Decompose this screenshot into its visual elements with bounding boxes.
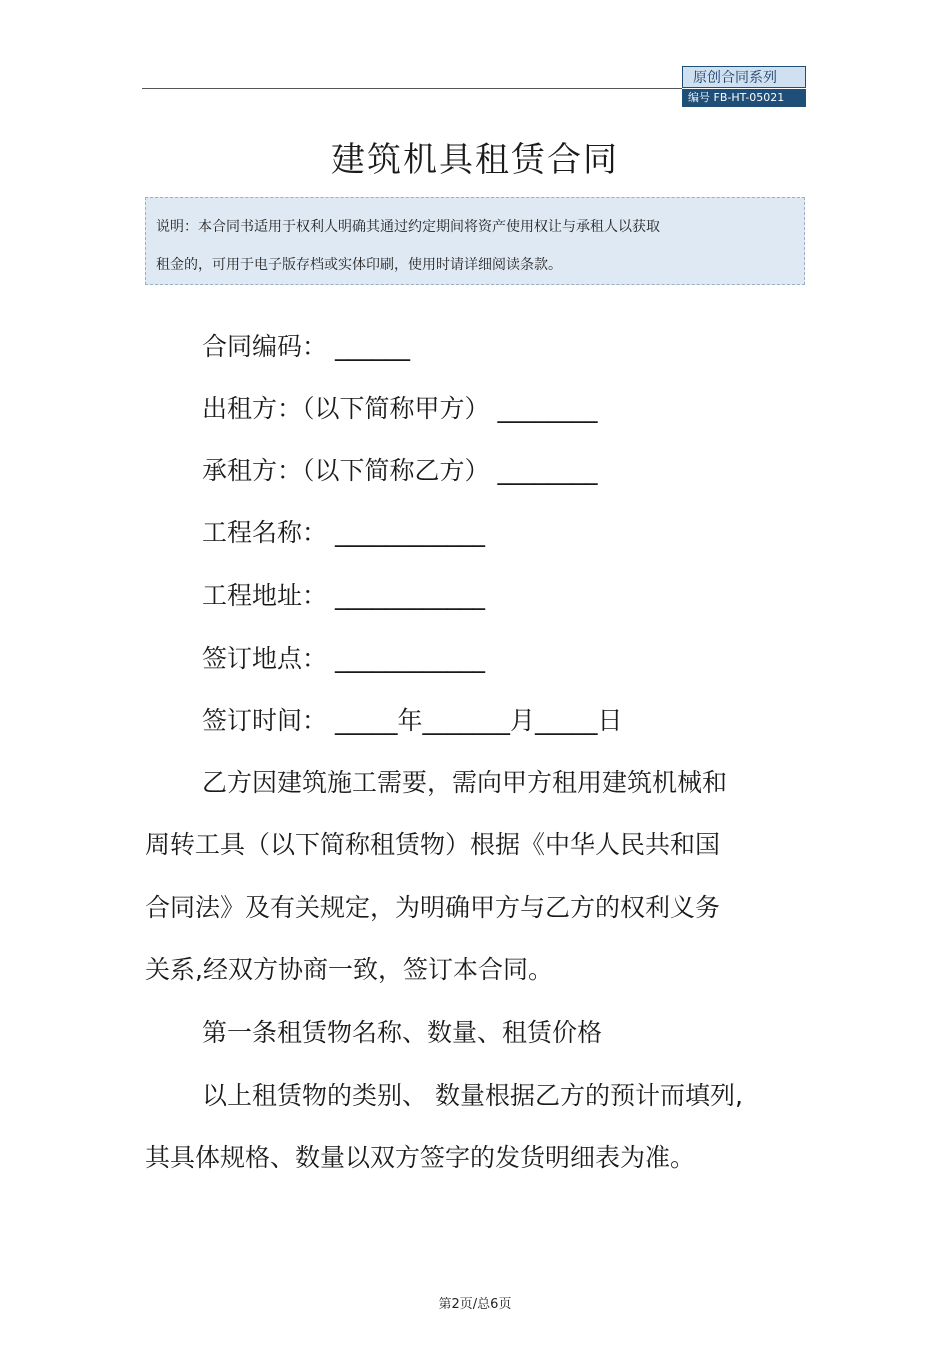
document-title: 建筑机具租赁合同 bbox=[331, 140, 619, 180]
series-label: 原创合同系列 bbox=[682, 66, 806, 88]
paragraph-line: 周转工具（以下简称租赁物）根据《中华人民共和国 bbox=[145, 830, 721, 859]
project-name-field: 工程名称： ____________ bbox=[202, 518, 485, 547]
lessee-field: 承租方：（以下简称乙方） ________ bbox=[202, 456, 598, 485]
document-code: 编号 FB-HT-05021 bbox=[682, 89, 806, 107]
usage-note-line: 租金的，可用于电子版存档或实体印刷，使用时请详细阅读条款。 bbox=[156, 257, 562, 273]
article-heading: 第一条租赁物名称、数量、租赁价格 bbox=[202, 1018, 603, 1047]
usage-note-line: 说明：本合同书适用于权利人明确其通过约定期间将资产使用权让与承租人以获取 bbox=[156, 219, 660, 235]
usage-note bbox=[145, 197, 805, 285]
page-number: 第2页/总6页 bbox=[438, 1297, 512, 1312]
signing-time-field: 签订时间： _____年_______月_____日 bbox=[202, 706, 623, 735]
signing-place-field: 签订地点： ____________ bbox=[202, 644, 485, 673]
header-rule bbox=[142, 88, 682, 89]
paragraph-line: 乙方因建筑施工需要，需向甲方租用建筑机械和 bbox=[202, 768, 728, 797]
paragraph-line: 以上租赁物的类别、 数量根据乙方的预计而填列, bbox=[202, 1081, 743, 1110]
paragraph-line: 关系,经双方协商一致，签订本合同。 bbox=[145, 955, 553, 984]
lessor-field: 出租方：（以下简称甲方） ________ bbox=[202, 394, 598, 423]
project-address-field: 工程地址： ____________ bbox=[202, 581, 485, 610]
paragraph-line: 其具体规格、数量以双方签字的发货明细表为准。 bbox=[145, 1143, 696, 1172]
paragraph-line: 合同法》及有关规定，为明确甲方与乙方的权利义务 bbox=[145, 893, 721, 922]
contract-number-field: 合同编码： ______ bbox=[202, 332, 410, 361]
